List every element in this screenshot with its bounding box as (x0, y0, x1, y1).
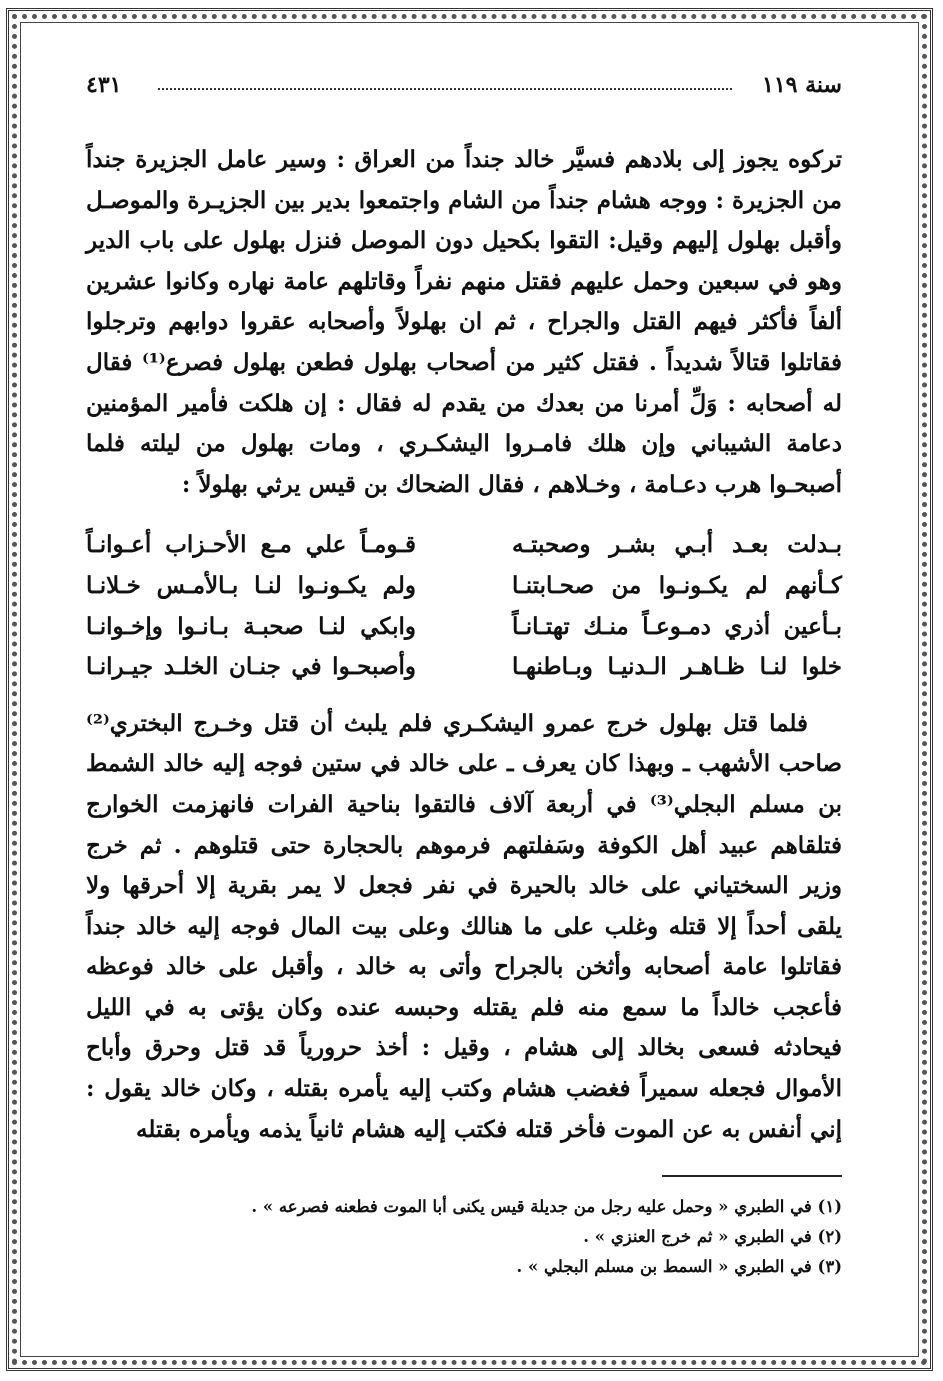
header-dotted-leader (158, 88, 732, 90)
page-number: ٤٣١ (86, 72, 122, 98)
poem-hemistich-right: كـأنهم لم يكـونـوا من صحـابتنـا (512, 571, 842, 599)
footnote: (٢) في الطبري « ثم خرج العنزي » . (583, 1227, 842, 1246)
poem-hemistich-left: وابكي لنـا صحبـة بـانـوا وإخـوانـا (86, 612, 416, 640)
header-year: سنة ١١٩ (762, 72, 842, 98)
page-content (86, 70, 842, 1276)
footnote: (١) في الطبري « وحمل عليه رجل من جديلة قيس يكنى أبا الموت فطعنه فصرعه » . (251, 1197, 842, 1216)
body-paragraph-2: فلما قتل بهلول خرج عمرو اليشكـري فلم يلبث أن قتل وخـرج البختري⁽²⁾ صاحب الأشهب ـ وبهذا كان يعرف ـ على خالد في ستين فوجه إليه خالد الشمط بن مسلم البجلي⁽³⁾ في أربعة آلاف فالتقوا بناحية الفرات فانهزمت الخوارج فتلقاهم عبيد أهل الكوفة وسَفلتهم فرموهم بالحجارة حتى قتلوهم . ثم خرج وزير السختياني على خالد بالحيرة في نفر فجعل لا يمر بقرية إلا أحرقها ولا يلقى أحداً إلا قتله وغلب على ما هنالك وعلى بيت المال فوجه إليه خالد جنداً فقاتلوا عامة أصحابه وأثخن بالجراح وأتى به خالد ، وأقبل على خالد فوعظه فأعجب خالداً ما سمع منه فلم يقتله وحبسه عنده وكان يؤتى به في الليل فيحادثه فسعى بخالد إلى هشام ، وقيل : أخذ حرورياً قد قتل وحرق وأباح الأموال فجعله سميراً فغضب هشام وكتب إليه يأمره بقتله ، وكان خالد يقول : إني أنفس به عن الموت فأخر قتله فكتب إليه هشام ثانياً يذمه ويأمره بقتله (86, 709, 842, 1143)
poem-verse (86, 607, 842, 648)
poem-hemistich-left: قـومـاً علي مـع الأحـزاب أعـوانـاً (86, 531, 416, 559)
body-paragraph-1: تركوه يجوز إلى بلادهم فسيَّر خالد جنداً من العراق : وسير عامل الجزيرة جنداً من الجزيرة : ووجه هشام جنداً من الشام واجتمعوا بدير بين الجزيـرة والموصـل وأقبل بهلول إليهم وقيل: التقوا بكحيل دون الموصل فنزل بهلول على باب الدير وهو في سبعين وحمل عليهم فقتل منهم نفراً وقاتلهم عامة نهاره وكانوا عشرين ألفاً فأكثر فيهم القتل والجراح ، ثم ان بهلولاً وأصحابه عقروا دوابهم وترجلوا فقاتلوا قتالاً شديداً . فقتل كثير من أصحاب بهلول فطعن بهلول فصرع⁽¹⁾ فقال له أصحابه : وَلِّ أمرنا من بعدك من يقدم له فقال : إن هلكت فأمير المؤمنين دعامة الشيباني وإن هلك فامـروا اليشكـري ، ومات بهلول من ليلته فلما أصبحـوا هرب دعـامة ، وخـلاهم ، فقال الضحاك بن قيس يرثي بهلولاً : (86, 146, 842, 498)
footnotes (86, 1192, 842, 1282)
poem-verse (86, 566, 842, 607)
poem-hemistich-left: وأصبحـوا في جنـان الخلـد جيـرانـا (86, 653, 416, 681)
poem-hemistich-left: ولم يكـونـوا لنـا بـالأمـس خـلانـا (86, 571, 416, 599)
footnote: (٣) في الطبري « السمط بن مسلم البجلي » . (516, 1257, 842, 1276)
poem-verse (86, 525, 842, 566)
poem-hemistich-right: بـأعين أذري دمـوعـاً منـك تهتـانـاً (512, 612, 842, 640)
footnote-separator (662, 1175, 842, 1177)
poem (86, 525, 842, 687)
poem-hemistich-right: بـدلت بعـد أبـي بشـر وصحبتـه (512, 531, 842, 559)
running-head (86, 70, 842, 106)
poem-verse (86, 647, 842, 688)
poem-hemistich-right: خلوا لنـا ظـاهـر الـدنيـا وبـاطنهـا (512, 653, 842, 681)
